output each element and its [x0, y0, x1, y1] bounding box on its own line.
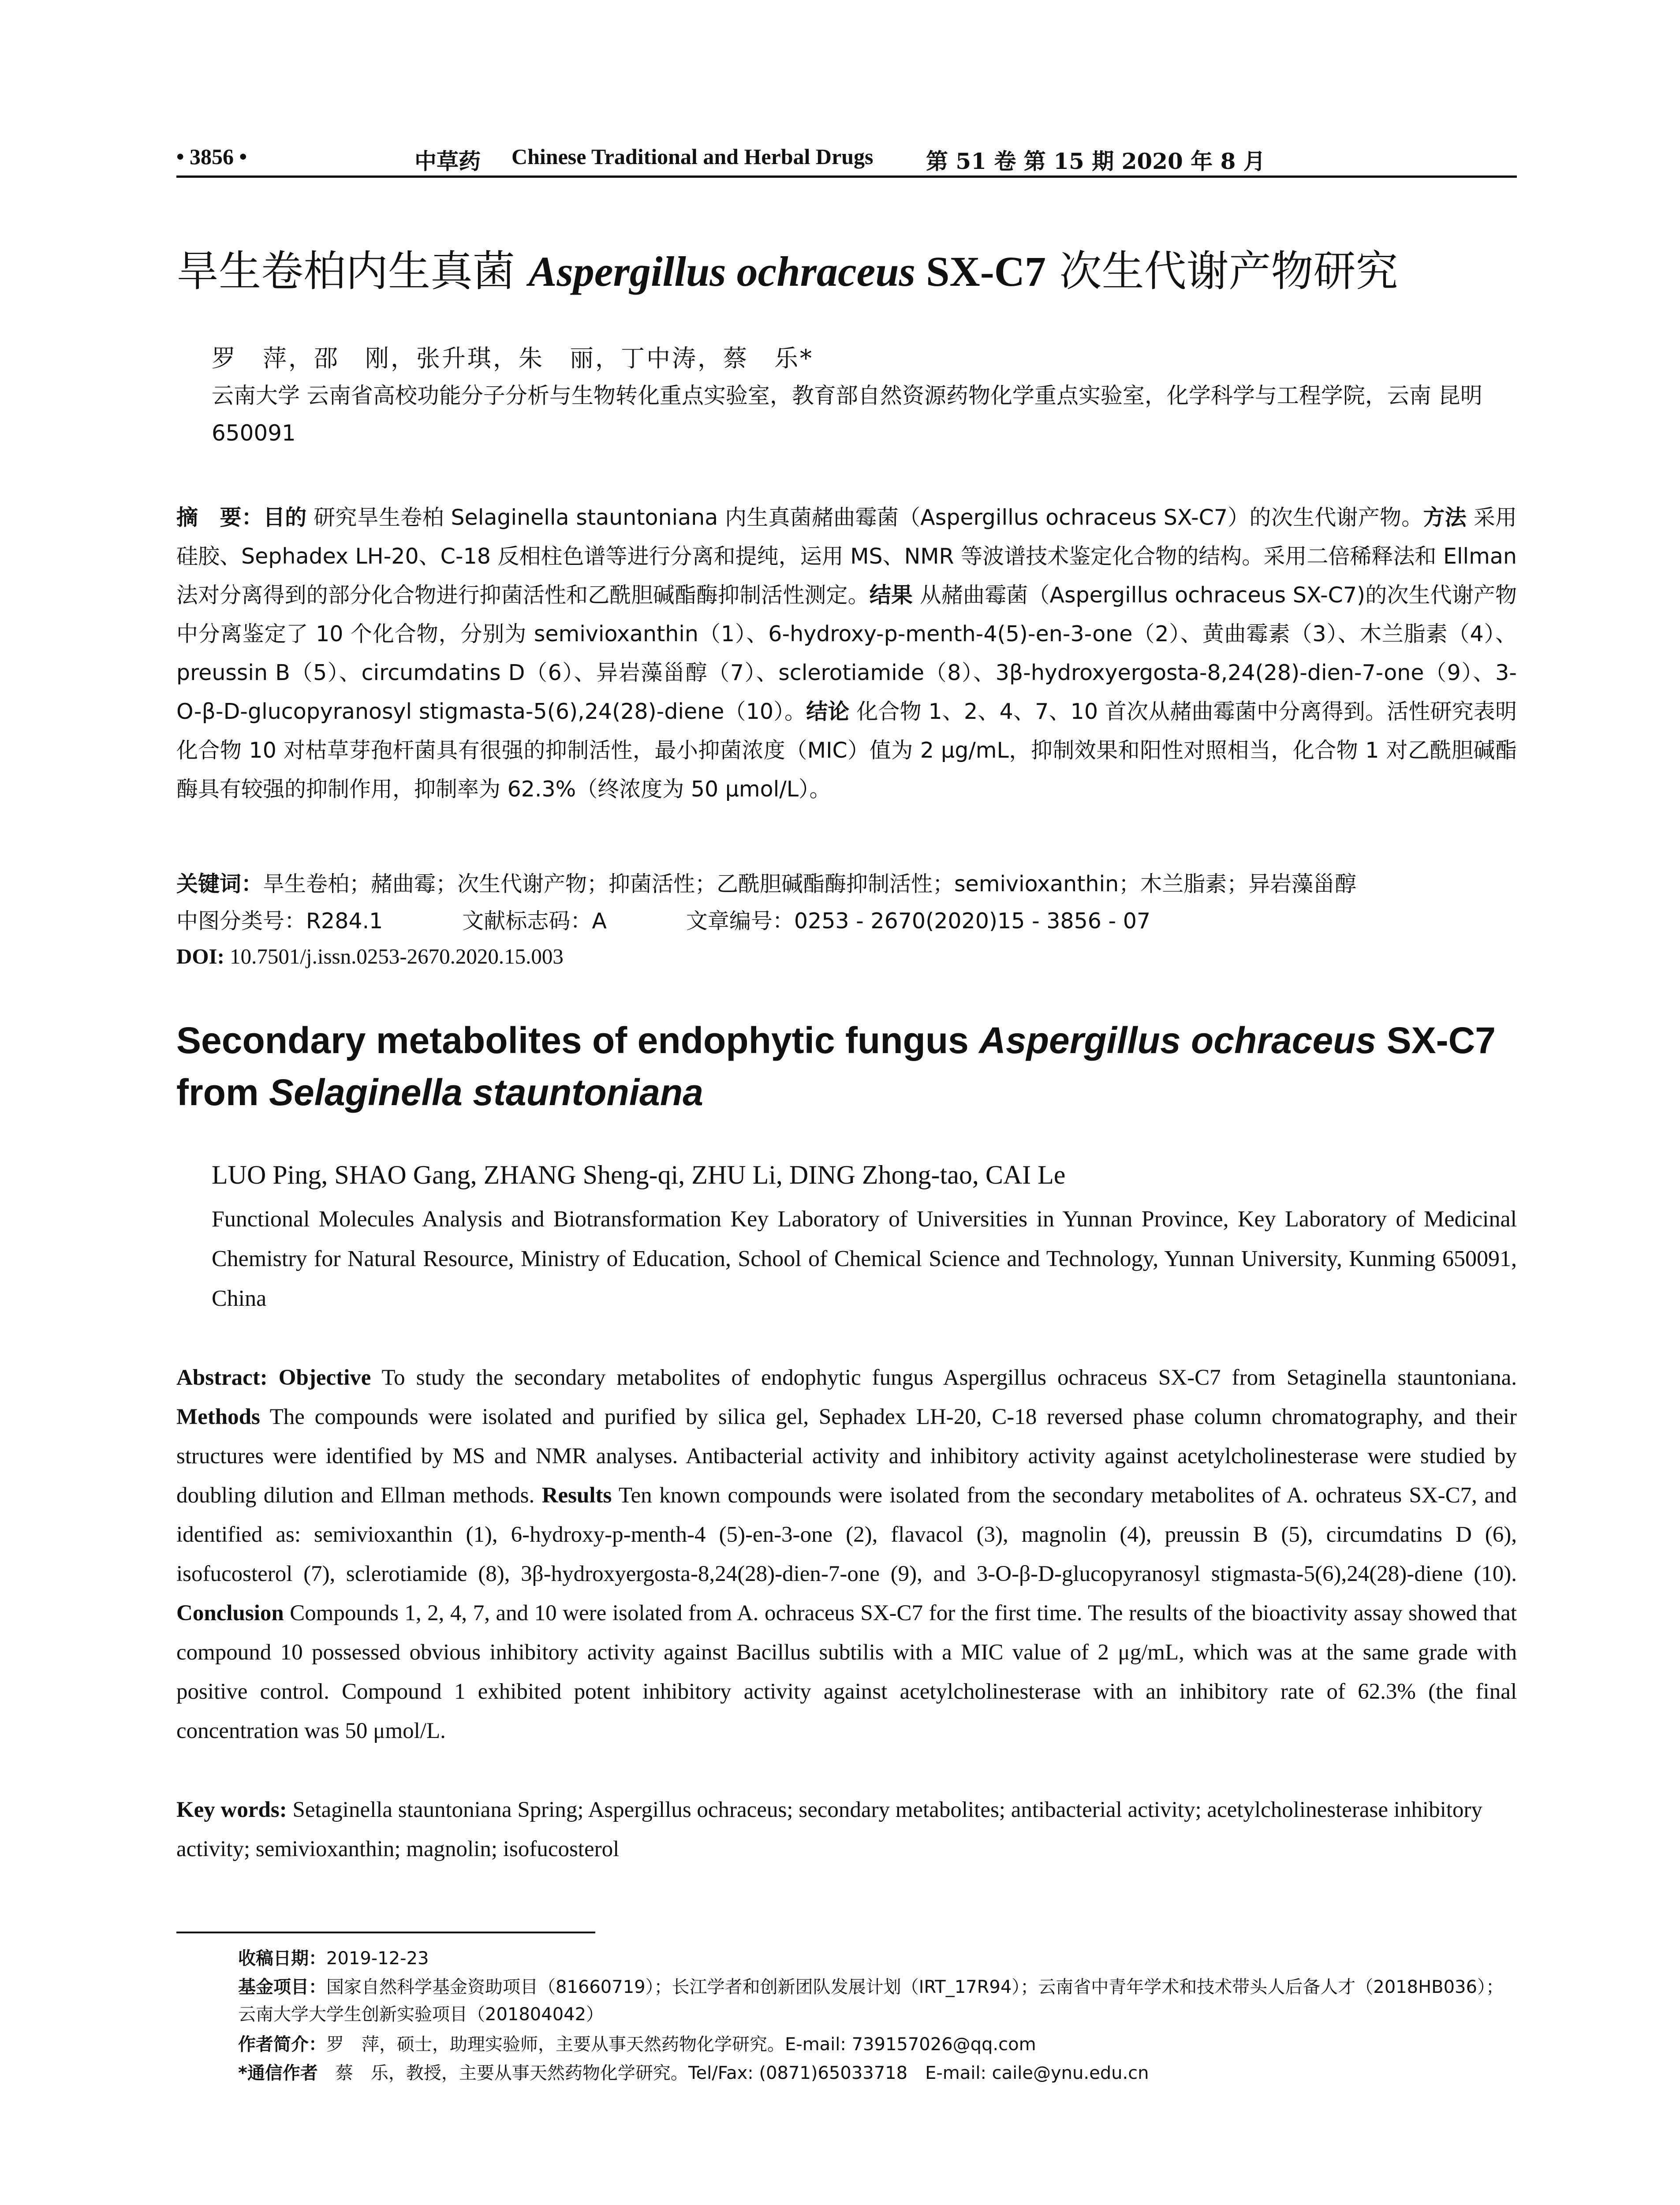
clc-number: 中图分类号：R284.1 [176, 908, 383, 934]
keywords-en-label: Key words: [176, 1798, 287, 1822]
corresponding-label: *通信作者 [238, 2063, 318, 2083]
results-label-cn: 结果 [869, 583, 913, 608]
footnote-received [238, 1945, 1517, 1972]
footnote-corresponding [238, 2059, 1517, 2087]
keywords-en-text: Setaginella stauntoniana Spring; Aspergillus ochraceus; secondary metabolites; antibacterial activity; acetylcholinesterase inhibitory activity; semivioxanthin; magnolin; isofucosterol [176, 1798, 1482, 1861]
fund-label: 基金项目： [238, 1977, 326, 1997]
objective-label-cn: 目的 [263, 505, 307, 530]
affiliation-cn: 云南大学 云南省高校功能分子分析与生物转化重点实验室，教育部自然资源药物化学重点实验室，化学科学与工程学院，云南 昆明 650091 [212, 383, 1482, 446]
title-cn-strain: SX-C7 [915, 248, 1046, 295]
doi-line [176, 944, 564, 969]
title-en-mid: SX-C7 from [176, 1020, 1496, 1113]
abstract-en-label: Abstract: Objective [176, 1365, 371, 1390]
issue-info: 第 51 卷 第 15 期 2020 年 8 月 [926, 148, 1266, 174]
doi-label: DOI: [176, 944, 224, 968]
classification-line [176, 904, 1230, 935]
conclusion-label-cn: 结论 [806, 699, 850, 724]
authors-cn: 罗 萍，邵 刚，张升琪，朱 丽，丁中涛，蔡 乐* [212, 344, 814, 372]
title-cn-latin: Aspergillus ochraceus [528, 248, 915, 295]
abstract-cn-label: 摘 要： [176, 505, 263, 530]
title-cn [176, 245, 1517, 298]
fund-text: 国家自然科学基金资助项目（81660719）；长江学者和创新团队发展计划（IRT_17R94）；云南省中青年学术和技术带头人后备人才（2018HB036）；云南大学大学生创新实验项目（201804042） [238, 1977, 1504, 2025]
keywords-cn-text: 旱生卷柏；赭曲霉；次生代谢产物；抑菌活性；乙酰胆碱酯酶抑制活性；semivioxanthin；木兰脂素；异岩藻甾醇 [263, 871, 1357, 897]
objective-en: To study the secondary metabolites of endophytic fungus Aspergillus ochraceus SX-C7 from Setaginella stauntoniana. [371, 1365, 1517, 1390]
received-label: 收稿日期： [238, 1948, 326, 1969]
affiliation-en: Functional Molecules Analysis and Biotransformation Key Laboratory of Universities in Yunnan Province, Key Laboratory of Medicinal Chemistry for Natural Resource, Ministry of Education, School of Chemical Science and Technology, Yunnan University, Kunming 650091, China [212, 1207, 1517, 1311]
methods-cn: 采用硅胶、Sephadex LH-20、C-18 反相柱色谱等进行分离和提纯，运用 MS、NMR 等波谱技术鉴定化合物的结构。采用二倍稀释法和 Ellman 法对分离得到的部分化合物进行抑菌活性和乙酰胆碱酯酶抑制活性测定。 [176, 505, 1517, 608]
page-number: • 3856 • [176, 144, 247, 169]
methods-en: The compounds were isolated and purified by silica gel, Sephadex LH-20, C-18 reversed phase column chromatography, and their structures were identified by MS and NMR analyses. Antibacterial activity and inhibitory activity against acetylcholinesterase were studied by doubling dilution and Ellman methods. [176, 1405, 1517, 1508]
received-date: 2019-12-23 [326, 1948, 429, 1969]
footnote-fund [238, 1973, 1517, 2028]
results-cn: 从赭曲霉菌（Aspergillus ochraceus SX-C7)的次生代谢产物中分离鉴定了 10 个化合物，分别为 semivioxanthin（1）、6-hydroxy-p-menth-4(5)-en-3-one（2）、黄曲霉素（3）、木兰脂素（4）、preussin B（5）、circumdatins D（6）、异岩藻甾醇（7）、sclerotiamide（8）、3β-hydroxyergosta-8,24(28)-dien-7-one（9）、3-O-β-D-glucopyranosyl stigmasta-5(6),24(28)-diene（10）。 [176, 583, 1517, 724]
article-number: 文章编号：0253 - 2670(2020)15 - 3856 - 07 [686, 908, 1151, 934]
document-code: 文献标志码：A [462, 908, 607, 934]
methods-label-en: Methods [176, 1405, 260, 1429]
keywords-cn-label: 关键词： [176, 871, 263, 897]
results-label-en: Results [541, 1483, 612, 1508]
title-cn-pre: 旱生卷柏内生真菌 [176, 247, 529, 296]
abstract-en [176, 1358, 1517, 1751]
doi-value[interactable]: 10.7501/j.issn.0253-2670.2020.15.003 [224, 944, 564, 968]
conclusion-en: Compounds 1, 2, 4, 7, and 10 were isolated from A. ochraceus SX-C7 for the first time. The results of the bioactivity assay showed that compound 10 possessed obvious inhibitory activity against Bacillus subtilis with a MIC value of 2 μg/mL, which was at the same grade with positive control. Compound 1 exhibited potent inhibitory activity against acetylcholinesterase with an inhibitory rate of 62.3% (the final concentration was 50 μmol/L. [176, 1601, 1517, 1743]
conclusion-label-en: Conclusion [176, 1601, 284, 1626]
results-en: Ten known compounds were isolated from the secondary metabolites of A. ochrateus SX-C7, and identified as: semivioxanthin (1), 6-hydroxy-p-menth-4 (5)-en-3-one (2), flavacol (3), magnolin (4), preussin B (5), circumdatins D (6), isofucosterol (7), sclerotiamide (8), 3β-hydroxyergosta-8,24(28)-dien-7-one (9), and 3-O-β-D-glucopyranosyl stigmasta-5(6),24(28)-diene (10). [176, 1483, 1517, 1586]
abstract-cn [176, 498, 1517, 809]
author-bio: 罗 萍，硕士，助理实验师，主要从事天然药物化学研究。E-mail: 739157026@qq.com [326, 2034, 1036, 2055]
title-cn-post: 次生代谢产物研究 [1045, 247, 1398, 296]
footnote-author [238, 2031, 1517, 2058]
author-bio-label: 作者简介： [238, 2034, 326, 2055]
corresponding-author: 蔡 乐，教授，主要从事天然药物化学研究。Tel/Fax: (0871)65033718 E-mail: caile@ynu.edu.cn [317, 2063, 1149, 2083]
title-en [176, 1014, 1517, 1118]
conclusion-cn: 化合物 1、2、4、7、10 首次从赭曲霉菌中分离得到。活性研究表明化合物 10 对枯草芽孢杆菌具有很强的抑制活性，最小抑菌浓度（MIC）值为 2 μg/mL，抑制效果和阳性对照相当，化合物 1 对乙酰胆碱酯酶具有较强的抑制作用，抑制率为 62.3%（终浓度为 50 μmol/L）。 [176, 699, 1517, 802]
keywords-cn [176, 864, 1517, 904]
title-en-pre: Secondary metabolites of endophytic fungus [176, 1020, 979, 1061]
journal-name-cn: 中草药 [414, 148, 481, 174]
keywords-en [176, 1790, 1517, 1869]
footnote-divider [176, 1932, 595, 1933]
methods-label-cn: 方法 [1423, 505, 1467, 530]
title-en-latin: Aspergillus ochraceus [979, 1020, 1377, 1061]
objective-cn: 研究旱生卷柏 Selaginella stauntoniana 内生真菌赭曲霉菌（Aspergillus ochraceus SX-C7）的次生代谢产物。 [306, 505, 1423, 530]
title-en-latin2: Selaginella stauntoniana [269, 1072, 703, 1113]
authors-en: LUO Ping, SHAO Gang, ZHANG Sheng-qi, ZHU Li, DING Zhong-tao, CAI Le [212, 1160, 1066, 1189]
journal-name-en: Chinese Traditional and Herbal Drugs [511, 144, 874, 169]
running-header [176, 140, 1517, 178]
